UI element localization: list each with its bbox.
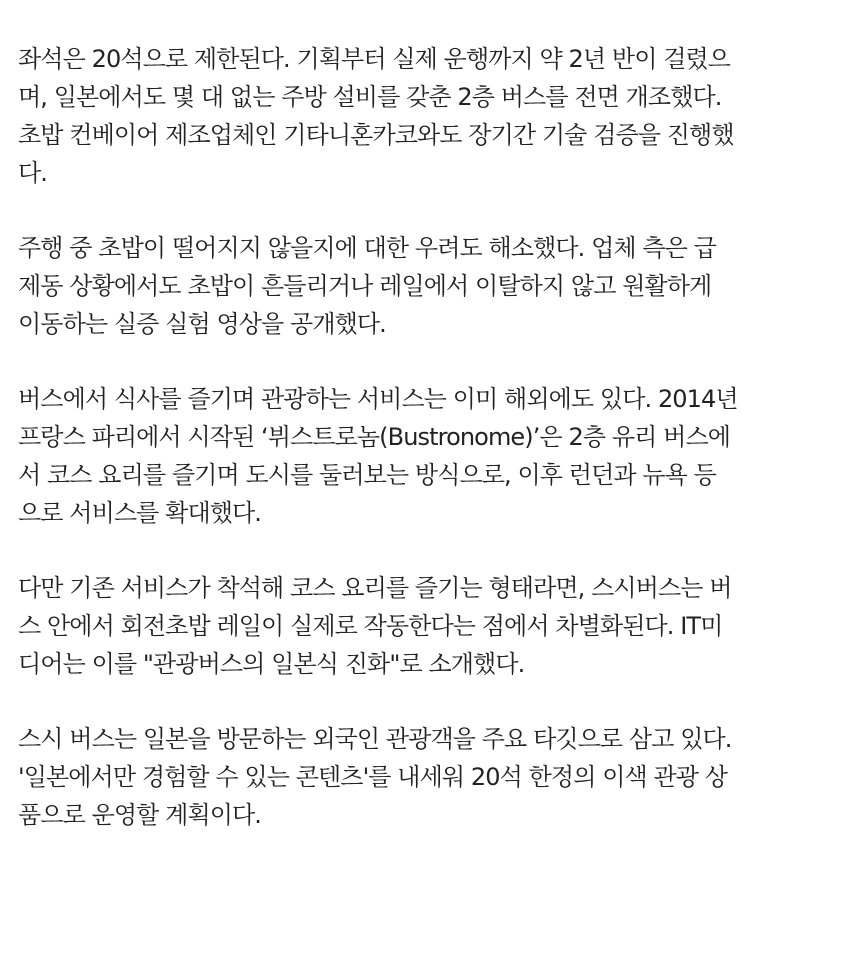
text-line: 품으로 운영할 계획이다. — [18, 801, 262, 829]
text-line: 서 코스 요리를 즐기며 도시를 둘러보는 방식으로, 이후 런던과 뉴욕 등 — [18, 461, 716, 489]
text-line: 제동 상황에서도 초밥이 흔들리거나 레일에서 이탈하지 않고 원활하게 — [18, 272, 712, 300]
text-line: 초밥 컨베이어 제조업체인 기타니혼카코와도 장기간 기술 검증을 진행했 — [18, 121, 734, 149]
text-line: '일본에서만 경험할 수 있는 콘텐츠'를 내세워 20석 한정의 이색 관광 상 — [18, 763, 728, 791]
paragraph-target-plan — [18, 720, 835, 834]
text-line: 다. — [18, 159, 48, 187]
text-line: 다만 기존 서비스가 착석해 코스 요리를 즐기는 형태라면, 스시버스는 버 — [18, 574, 732, 602]
text-line: 버스에서 식사를 즐기며 관광하는 서비스는 이미 해외에도 있다. 2014년 — [18, 385, 738, 413]
text-line: 스시 버스는 일본을 방문하는 외국인 관광객을 주요 타깃으로 삼고 있다. — [18, 725, 732, 753]
text-line: 주행 중 초밥이 떨어지지 않을지에 대한 우려도 해소했다. 업체 측은 급 — [18, 234, 716, 262]
paragraph-safety-concern — [18, 229, 835, 343]
text-line: 프랑스 파리에서 시작된 ‘뷔스트로놈(Bustronome)’은 2층 유리 버스에 — [18, 423, 731, 451]
paragraph-differentiation — [18, 569, 835, 683]
text-line: 스 안에서 회전초밥 레일이 실제로 작동한다는 점에서 차별화된다. IT미 — [18, 612, 723, 640]
text-line: 디어는 이를 "관광버스의 일본식 진화"로 소개했다. — [18, 650, 525, 678]
text-line: 좌석은 20석으로 제한된다. 기획부터 실제 운행까지 약 2년 반이 걸렸으 — [18, 45, 731, 73]
text-line: 으로 서비스를 확대했다. — [18, 499, 262, 527]
paragraph-seating-development — [18, 40, 835, 192]
text-line: 이동하는 실증 실험 영상을 공개했다. — [18, 310, 386, 338]
paragraph-overseas-services — [18, 380, 835, 532]
text-line: 며, 일본에서도 몇 대 없는 주방 설비를 갖춘 2층 버스를 전면 개조했다. — [18, 83, 722, 111]
